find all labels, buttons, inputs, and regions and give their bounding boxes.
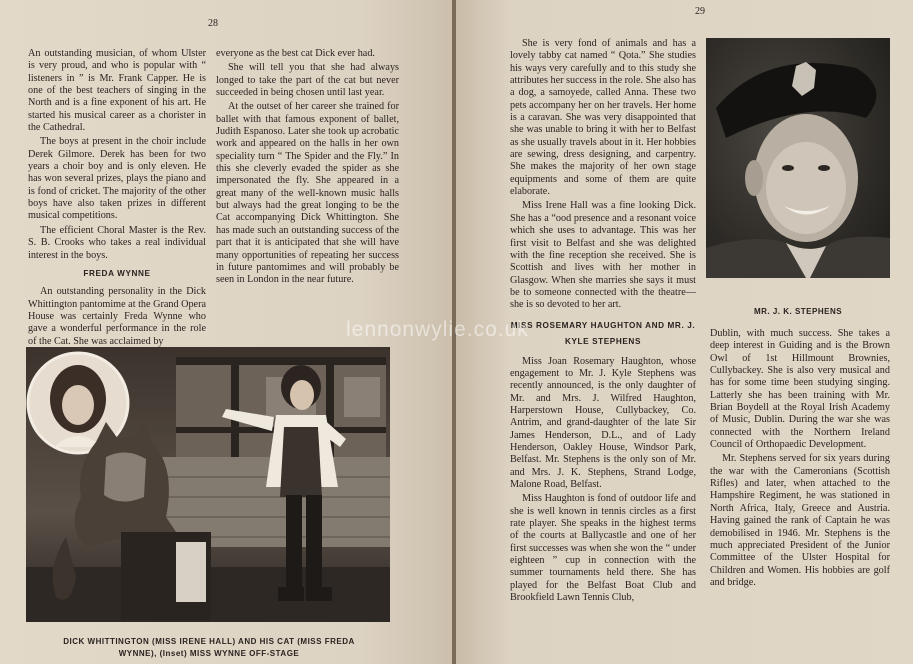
paragraph: She is very fond of animals and has a lovely tabby cat named “ Qota.” She studies his ways very carefully and to this study she attributes her success in the role. She also has a dog, a samoyede, called Anna. These two pets accompany her on her travels. Her home is a caravan. She was very disappointed that she was unable to bring it with her to Belfast as she usually travels about in it. Her hobbies are sewing, dress designing, and carpentry. She makes the majority of her own stage equipments and some of them are quite elaborate.	[510, 38, 696, 198]
portrait-photo	[706, 38, 890, 278]
section-heading: FREDA WYNNE	[83, 268, 151, 278]
paragraph: Mr. Stephens served for six years during the war with the Cameronians (Scottish Rifles) and later, when attached to the Hampshire Regiment, he was stationed in North Africa, Italy, Greece and Austria. Having gained the rank of Captain he was demobilised in 1946. Mr. Stephens is the much appreciated President of the Junior Committee of the Ulster Hospital for Children and Women. His hobbies are golf and bridge.	[710, 453, 890, 588]
photo-caption: MR. J. K. STEPHENS	[753, 307, 843, 316]
caption-line: DICK WHITTINGTON (MISS IRENE HALL) AND HIS CAT (MISS FREDA	[63, 637, 355, 646]
paragraph: An outstanding personality in the Dick Whittington pantomime at the Grand Opera House was certainly Freda Wynne who gave a wonderful performance in the role of the Cat. She was acclaimed by	[28, 286, 206, 347]
paragraph: Miss Haughton is fond of outdoor life and she is well known in tennis circles as a first rate player. She speaks in the highest terms of the courts at Ballycastle and one of her first successes was when she won the “ under eighteen ” cup in connection with the summer tournaments held there. She has played for the Belfast Boat Club and Brookfield Lawn Tennis Club,	[510, 493, 696, 604]
page-number: 28	[208, 18, 218, 29]
paragraph: Miss Joan Rosemary Haughton, whose engagement to Mr. J. Kyle Stephens was recently announced, is the only daughter of Mr. and Mrs. J. Wilfred Haughton, Harperstown House, Cullybackey, Co. Antrim, and grand-daughter of the late Sir James Henderson, D.L., and of Lady Henderson, Oakley House, Windsor Park, Belfast. Mr. Stephens is the only son of Mr. and Mrs. J. K. Stephens, Strand Lodge, Malone Road, Belfast.	[510, 355, 696, 490]
left-column-2	[216, 48, 399, 289]
paragraph: everyone as the best cat Dick ever had.	[216, 48, 375, 59]
paragraph: Dublin, with much success. She takes a deep interest in Guiding and is the Brown Owl of 1st Hillmount Brownies, Cullybackey. She is also very musical and has for some time been studying singing. Latterly she has been training with Mr. Brian Boydell at the Royal Irish Academy of Music, Dublin. During the war she was connected with the Northern Ireland Council of Orthopaedic Development.	[710, 328, 890, 451]
paragraph: Miss Irene Hall was a fine looking Dick. She has a “ood presence and a resonant voice which she uses to advantage. This was her first visit to Belfast and she was delighted with the fine reception she received. She is Scottish and lives with her mother in Glasgow. When she marries she says it must be to someone connected with the theatre—she is so devoted to her art.	[510, 200, 696, 311]
pantomime-photo	[26, 347, 390, 622]
paragraph: She will tell you that she had always longed to take the part of the cat but never succeeded in being chosen until last year.	[216, 62, 399, 99]
paragraph: At the outset of her career she trained for ballet with that famous exponent of ballet, Judith Espanoso. Later she took up acrobatic work and appeared on the halls in her own speciality turn “ The Spider and the Fly.” In this she cleverly evaded the spider as she impersonated the fly. She appeared in a great many of the well-known music halls but always had the great longing to be the Cat accompanying Dick Whittington. She has made such an outstanding success of the part that it is anticipated that she will have many opportunities of repeating her success in future pantomimes and will probably be seen in London in the near future.	[216, 101, 399, 286]
paragraph: The boys at present in the choir include Derek Gilmore. Derek has been for two years a choir boy and is only eleven. He has won several prizes, plays the piano and is fond of cricket. The majority of the other boys have also taken prizes in different musical competitions.	[28, 136, 206, 222]
caption-line: WYNNE), (Inset) MISS WYNNE OFF-STAGE	[118, 649, 300, 658]
right-column-2	[710, 328, 890, 591]
paragraph: The efficient Choral Master is the Rev. S. B. Crooks who takes a real individual interest in the boys.	[28, 224, 206, 261]
left-column-1	[28, 48, 206, 350]
photo-caption	[28, 636, 390, 660]
right-column-1	[510, 38, 696, 606]
watermark: lennonwylie.co.uk	[346, 318, 529, 341]
section-heading: MISS ROSEMARY HAUGHTON AND MR. J. KYLE STEPHENS	[510, 320, 696, 346]
paragraph: An outstanding musician, of whom Ulster is very proud, and who is popular with “ listeners in ” is Mr. Frank Capper. He is one of the best teachers of singing in the North and is a fine exponent of his art. He started his musical career as a chorister in the Cathedral.	[28, 48, 206, 134]
page-number: 29	[695, 6, 705, 17]
